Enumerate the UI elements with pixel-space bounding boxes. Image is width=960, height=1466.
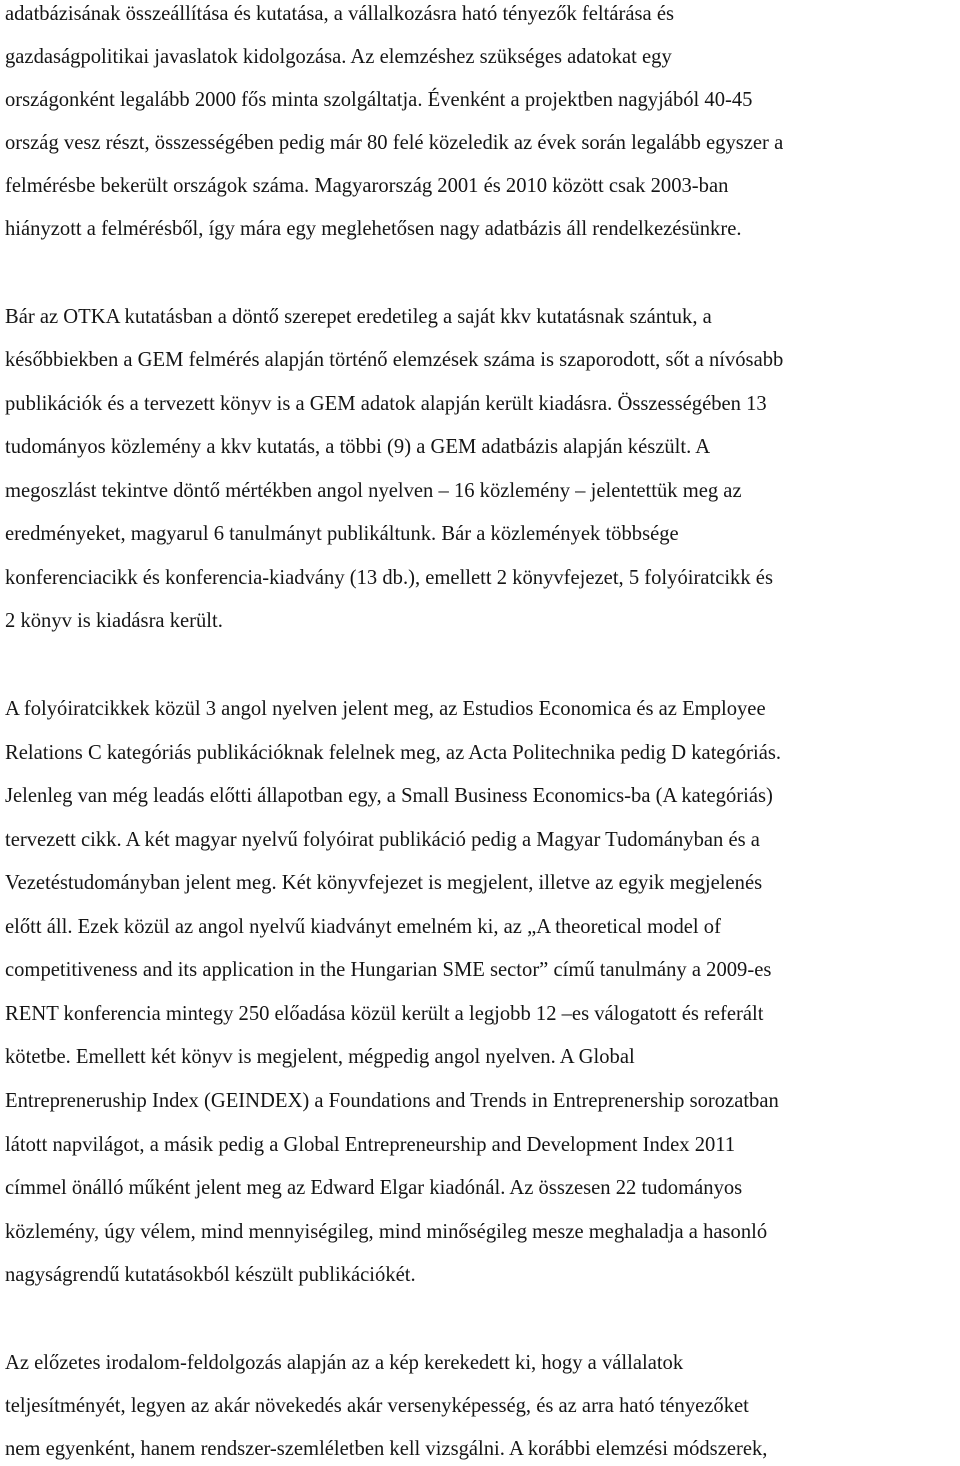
text-line: adatbázisának összeállítása és kutatása, a vállalkozásra ható tényezők feltárása és [5,3,674,25]
text-line: teljesítményét, legyen az akár növekedés akár versenyképesség, és az arra ható tényezőket [5,1395,749,1417]
text-line: előtt áll. Ezek közül az angol nyelvű kiadványt emelném ki, az „A theoretical model of [5,916,721,938]
text-line: Entrepreneruship Index (GEINDEX) a Foundations and Trends in Entreprenership sorozatban [5,1090,779,1112]
text-line: látott napvilágot, a másik pedig a Global Entrepreneurship and Development Index 2011 [5,1134,736,1156]
text-line: A folyóiratcikkek közül 3 angol nyelven jelent meg, az Estudios Economica és az Employee [5,698,766,720]
text-line: nem egyenként, hanem rendszer-szemléletben kell vizsgálni. A korábbi elemzési módszerek, [5,1438,768,1460]
text-line: tervezett cikk. A két magyar nyelvű folyóirat publikáció pedig a Magyar Tudományban és a [5,829,760,851]
text-line: Jelenleg van még leadás előtti állapotban egy, a Small Business Economics-ba (A kategóriás) [5,785,773,807]
text-line: gazdaságpolitikai javaslatok kidolgozása. Az elemzéshez szükséges adatokat egy [5,46,672,68]
text-line: megoszlást tekintve döntő mértékben angol nyelven – 16 közlemény – jelentettük meg az [5,480,742,502]
text-line: Az előzetes irodalom-feldolgozás alapján az a kép kerekedett ki, hogy a vállalatok [5,1352,684,1374]
text-line: Bár az OTKA kutatásban a döntő szerepet eredetileg a saját kkv kutatásnak szántuk, a [5,306,712,328]
text-line: RENT konferencia mintegy 250 előadása közül került a legjobb 12 –es válogatott és referált [5,1003,764,1025]
text-line: nagyságrendű kutatásokból készült publikációkét. [5,1264,416,1286]
text-line: Vezetéstudományban jelent meg. Két könyvfejezet is megjelent, illetve az egyik megjelenés [5,872,763,894]
text-line: hiányzott a felmérésből, így mára egy meglehetősen nagy adatbázis áll rendelkezésünkre. [5,218,742,240]
text-line: eredményeket, magyarul 6 tanulmányt publikáltunk. Bár a közlemények többsége [5,523,679,545]
text-line: későbbiekben a GEM felmérés alapján történő elemzések száma is szaporodott, sőt a nívósabb [5,349,784,371]
text-line: ország vesz részt, összességében pedig már 80 felé közeledik az évek során legalább egyszer a [5,132,784,154]
text-line: tudományos közlemény a kkv kutatás, a többi (9) a GEM adatbázis alapján készült. A [5,436,711,458]
text-line: kötetbe. Emellett két könyv is megjelent, mégpedig angol nyelven. A Global [5,1046,635,1068]
text-line: címmel önálló műként jelent meg az Edward Elgar kiadónál. Az összesen 22 tudományos [5,1177,743,1199]
text-line: országonként legalább 2000 fős minta szolgáltatja. Évenként a projektben nagyjából 40-45 [5,89,753,111]
text-line: publikációk és a tervezett könyv is a GEM adatok alapján került kiadásra. Összességében 13 [5,393,767,415]
text-line: konferenciacikk és konferencia-kiadvány (13 db.), emellett 2 könyvfejezet, 5 folyóiratcikk és [5,567,773,589]
text-line: 2 könyv is kiadásra került. [5,610,223,632]
text-line: competitiveness and its application in the Hungarian SME sector” című tanulmány a 2009-es [5,959,772,981]
text-line: Relations C kategóriás publikációknak felelnek meg, az Acta Politechnika pedig D kategóriás. [5,742,782,764]
text-line: felmérésbe bekerült országok száma. Magyarország 2001 és 2010 között csak 2003-ban [5,175,729,197]
text-line: közlemény, úgy vélem, mind mennyiségileg, mind minőségileg mesze meghaladja a hasonló [5,1221,768,1243]
